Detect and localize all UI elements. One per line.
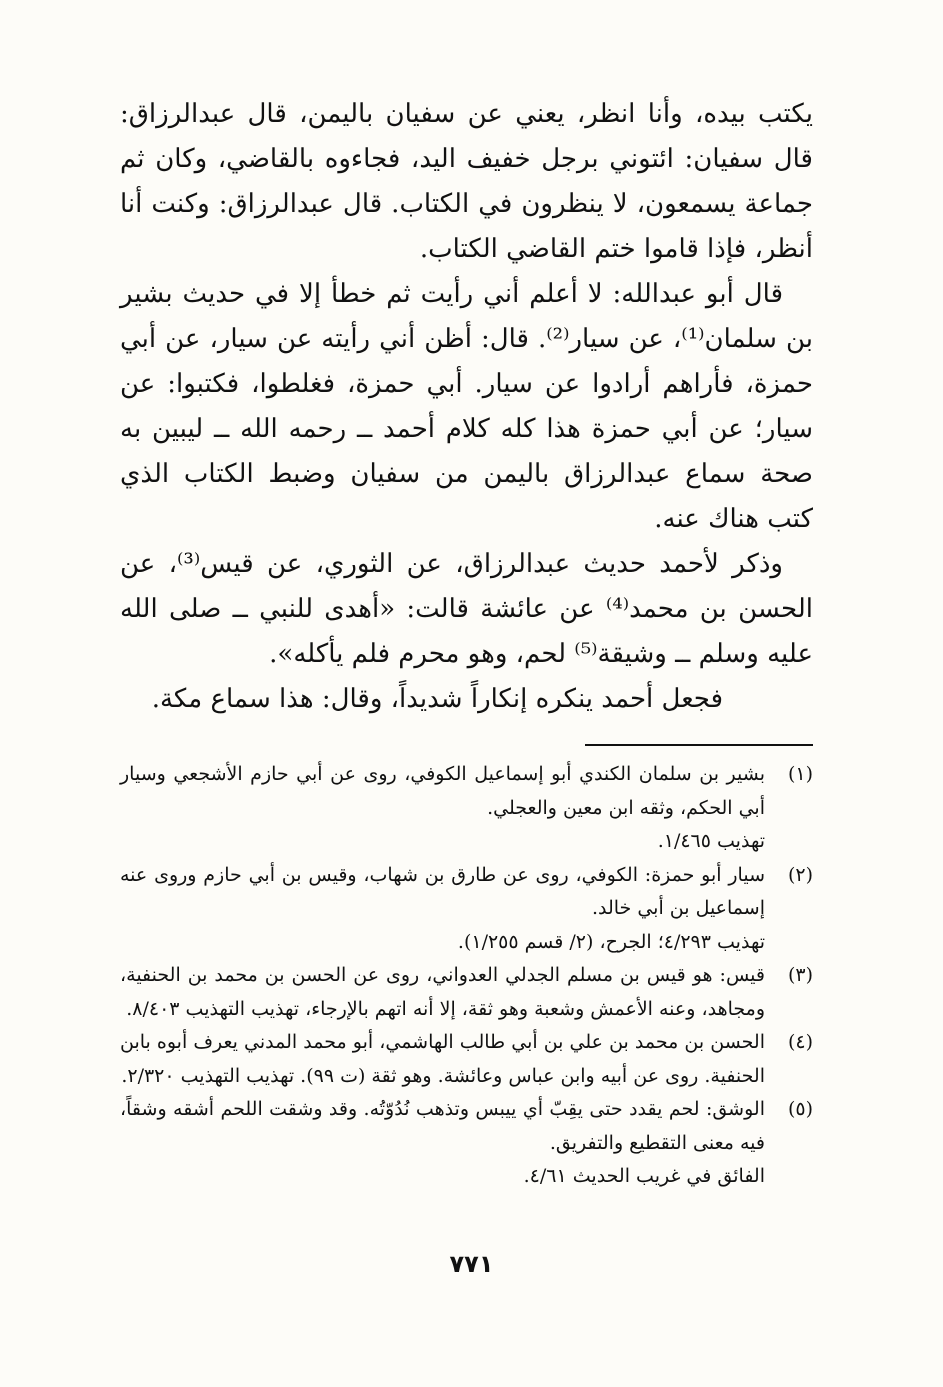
footnote-line: الوشق: لحم يقدد حتى يقِبّ أي ييبس وتذهب نُدُوّتُه. وقد وشقت اللحم أشقه وشقاً، فيه معنى التقطيع والتفريق. (120, 1098, 765, 1154)
paragraph-1: يكتب بيده، وأنا انظر، يعني عن سفيان باليمن، قال عبدالرزاق: قال سفيان: ائتوني برجل خفيف اليد، فجاءوه بالقاضي، وكان ثم جماعة يسمعون، لا ينظرون في الكتاب. قال عبدالرزاق: وكنت أنا أنظر، فإذا قاموا ختم القاضي الكتاب. (120, 99, 813, 264)
footnote-body (120, 859, 765, 960)
footnote-number: (٥) (787, 1098, 813, 1120)
footnote-body (120, 758, 765, 859)
footnote-5 (120, 1093, 813, 1194)
main-text (120, 92, 813, 722)
footnote-body (120, 959, 765, 1026)
footnote-2 (120, 859, 813, 960)
footnote-line: قيس: هو قيس بن مسلم الجدلي العدواني، روى عن الحسن بن محمد بن الحنفية، ومجاهد، وعنه الأعمش وشعبة وهو ثقة، إلا أنه اتهم بالإرجاء، تهذيب التهذيب ٨/٤٠٣. (120, 964, 765, 1020)
footnote-line: بشير بن سلمان الكندي أبو إسماعيل الكوفي، روى عن أبي حازم الأشجعي وسيار أبي الحكم، وثقه ابن معين والعجلي. (120, 763, 765, 819)
footnote-line: سيار أبو حمزة: الكوفي، روى عن طارق بن شهاب، وقيس بن أبي حازم وروى عنه إسماعيل بن أبي خالد. (120, 863, 765, 919)
paragraph-3: وذكر لأحمد حديث عبدالرزاق، عن الثوري، عن قيس⁽³⁾، عن الحسن بن محمد⁽⁴⁾ عن عائشة قالت: «أهدى للنبي ــ صلى الله عليه وسلم ــ وشيقة⁽⁵⁾ لحم، وهو محرم فلم يأكله». (120, 549, 813, 669)
footnote-line: تهذيب ١/٤٦٥. (657, 830, 765, 852)
footnote-body (120, 1093, 765, 1194)
footnote-1 (120, 758, 813, 859)
page-number: ٧٧١ (449, 1250, 494, 1278)
footnote-3 (120, 959, 813, 1026)
footnote-body (120, 1026, 765, 1093)
footnote-line: الفائق في غريب الحديث ٤/٦١. (523, 1165, 765, 1187)
footnote-line: الحسن بن محمد بن علي بن أبي طالب الهاشمي، أبو محمد المدني يعرف أبوه بابن الحنفية. روى عن أبيه وابن عباس وعائشة. وهو ثقة (ت ٩٩). تهذيب التهذيب ٢/٣٢٠. (120, 1031, 765, 1087)
footnote-number: (٣) (787, 964, 813, 986)
footnote-separator (585, 744, 813, 746)
footnote-line: تهذيب ٤/٢٩٣؛ الجرح، (٢/ قسم ١/٢٥٥). (457, 930, 765, 953)
footnote-number: (٢) (787, 863, 813, 886)
paragraph-4: فجعل أحمد ينكره إنكاراً شديداً، وقال: هذا سماع مكة. (151, 684, 723, 714)
footnote-4 (120, 1026, 813, 1093)
footnote-number: (٤) (787, 1031, 813, 1053)
paragraph-2: قال أبو عبدالله: لا أعلم أني رأيت ثم خطأ إلا في حديث بشير بن سلمان⁽¹⁾، عن سيار⁽²⁾. قال: أظن أني رأيته عن سيار، عن أبي حمزة، فأراهم أرادوا عن سيار. أبي حمزة، فغلطوا، فكتبوا: عن سيار؛ عن أبي حمزة هذا كله كلام أحمد ــ رحمه الله ــ ليبين به صحة سماع عبدالرزاق باليمن من سفيان وضبط الكتاب الذي كتب هناك عنه. (120, 279, 813, 534)
footnote-number: (١) (787, 763, 813, 785)
footnotes (120, 758, 813, 1194)
